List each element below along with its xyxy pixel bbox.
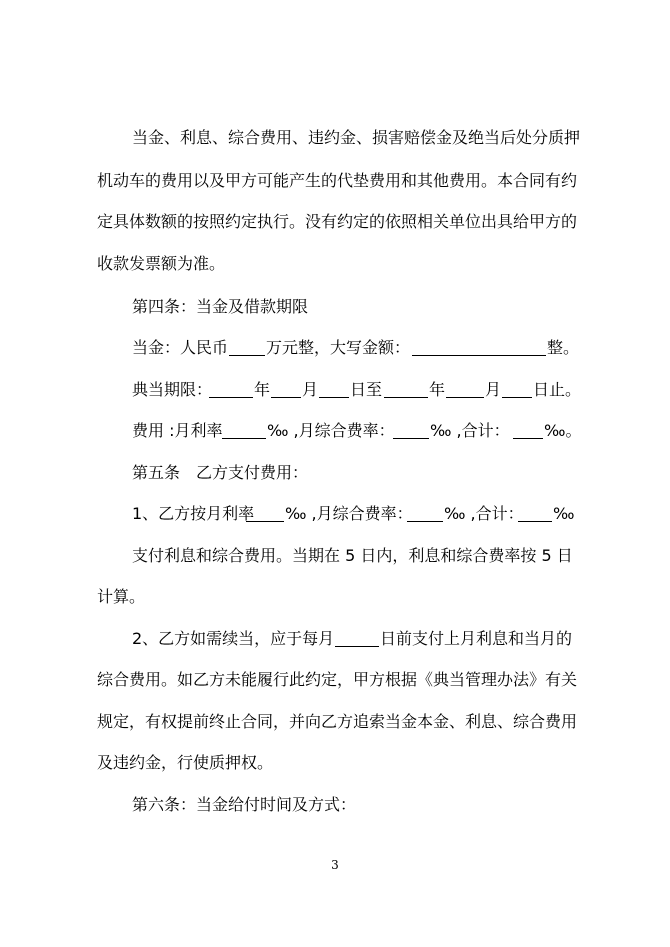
amount-words-blank — [412, 338, 546, 356]
paragraph-text: 收款发票额为准。 — [97, 254, 226, 273]
item1-total-rate-blank — [518, 504, 552, 522]
fee-prefix: 费用 :月利率 — [132, 421, 223, 440]
end-day-label: 日止。 — [533, 380, 582, 399]
paragraph-text: 综合费用。如乙方未能履行此约定，甲方根据《典当管理办法》有关 — [97, 670, 578, 689]
paragraph-text: 机动车的费用以及甲方可能产生的代垫费用和其他费用。本合同有约 — [97, 171, 578, 190]
start-day-blank — [319, 380, 349, 398]
paragraph-text: 支付利息和综合费用。当期在 5 日内，利息和综合费率按 5 日 — [132, 546, 573, 565]
start-day-label: 日至 — [350, 380, 383, 399]
start-year-blank — [209, 380, 253, 398]
amount-blank — [229, 338, 265, 356]
paragraph-text: 定具体数额的按照约定执行。没有约定的依照相关单位出具给甲方的 — [97, 212, 578, 231]
paragraph-text: 当金、利息、综合费用、违约金、损害赔偿金及绝当后处分质押 — [132, 128, 581, 147]
item1-prefix: 1、乙方按月利率 — [132, 504, 255, 523]
start-month-blank — [271, 380, 301, 398]
article4-heading: 第四条：当金及借款期限 — [132, 297, 309, 316]
amount-end: 整。 — [547, 338, 580, 357]
total-rate-blank — [513, 421, 543, 439]
monthly-rate-blank — [222, 421, 266, 439]
start-month-label: 月 — [302, 380, 319, 399]
page-number: 3 — [331, 858, 339, 872]
item1-total: ‰ ,合计： — [444, 504, 524, 523]
article5-heading: 第五条 乙方支付费用： — [132, 463, 309, 482]
item2-suffix: 日前支付上月利息和当月的 — [380, 629, 573, 648]
article6-heading: 第六条：当金给付时间及方式： — [132, 795, 357, 814]
paragraph-text: 及违约金，行使质押权。 — [97, 753, 274, 772]
paragraph-text: 计算。 — [97, 587, 146, 606]
end-month-label: 月 — [485, 380, 502, 399]
end-month-blank — [446, 380, 484, 398]
end-year-label: 年 — [429, 380, 446, 399]
end-year-blank — [384, 380, 428, 398]
item1-mid: ‰ ,月综合费率： — [285, 504, 413, 523]
amount-prefix: 当金：人民币 — [132, 338, 229, 357]
renewal-day-blank — [335, 629, 379, 647]
item1-end: ‰ — [553, 504, 575, 523]
item1-monthly-rate-blank — [246, 504, 284, 522]
fee-mid: ‰ ,月综合费率： — [267, 421, 395, 440]
term-prefix: 典当期限： — [132, 380, 213, 399]
fee-end: ‰。 — [544, 421, 582, 440]
paragraph-text: 规定，有权提前终止合同，并向乙方追索当金本金、利息、综合费用 — [97, 712, 578, 731]
end-day-blank — [502, 380, 532, 398]
item2-prefix: 2、乙方如需续当，应于每月 — [132, 629, 335, 648]
start-year-label: 年 — [254, 380, 271, 399]
composite-rate-blank — [393, 421, 429, 439]
amount-unit: 万元整，大写金额： — [266, 338, 411, 357]
item1-composite-rate-blank — [407, 504, 443, 522]
fee-total: ‰ ,合计： — [430, 421, 510, 440]
